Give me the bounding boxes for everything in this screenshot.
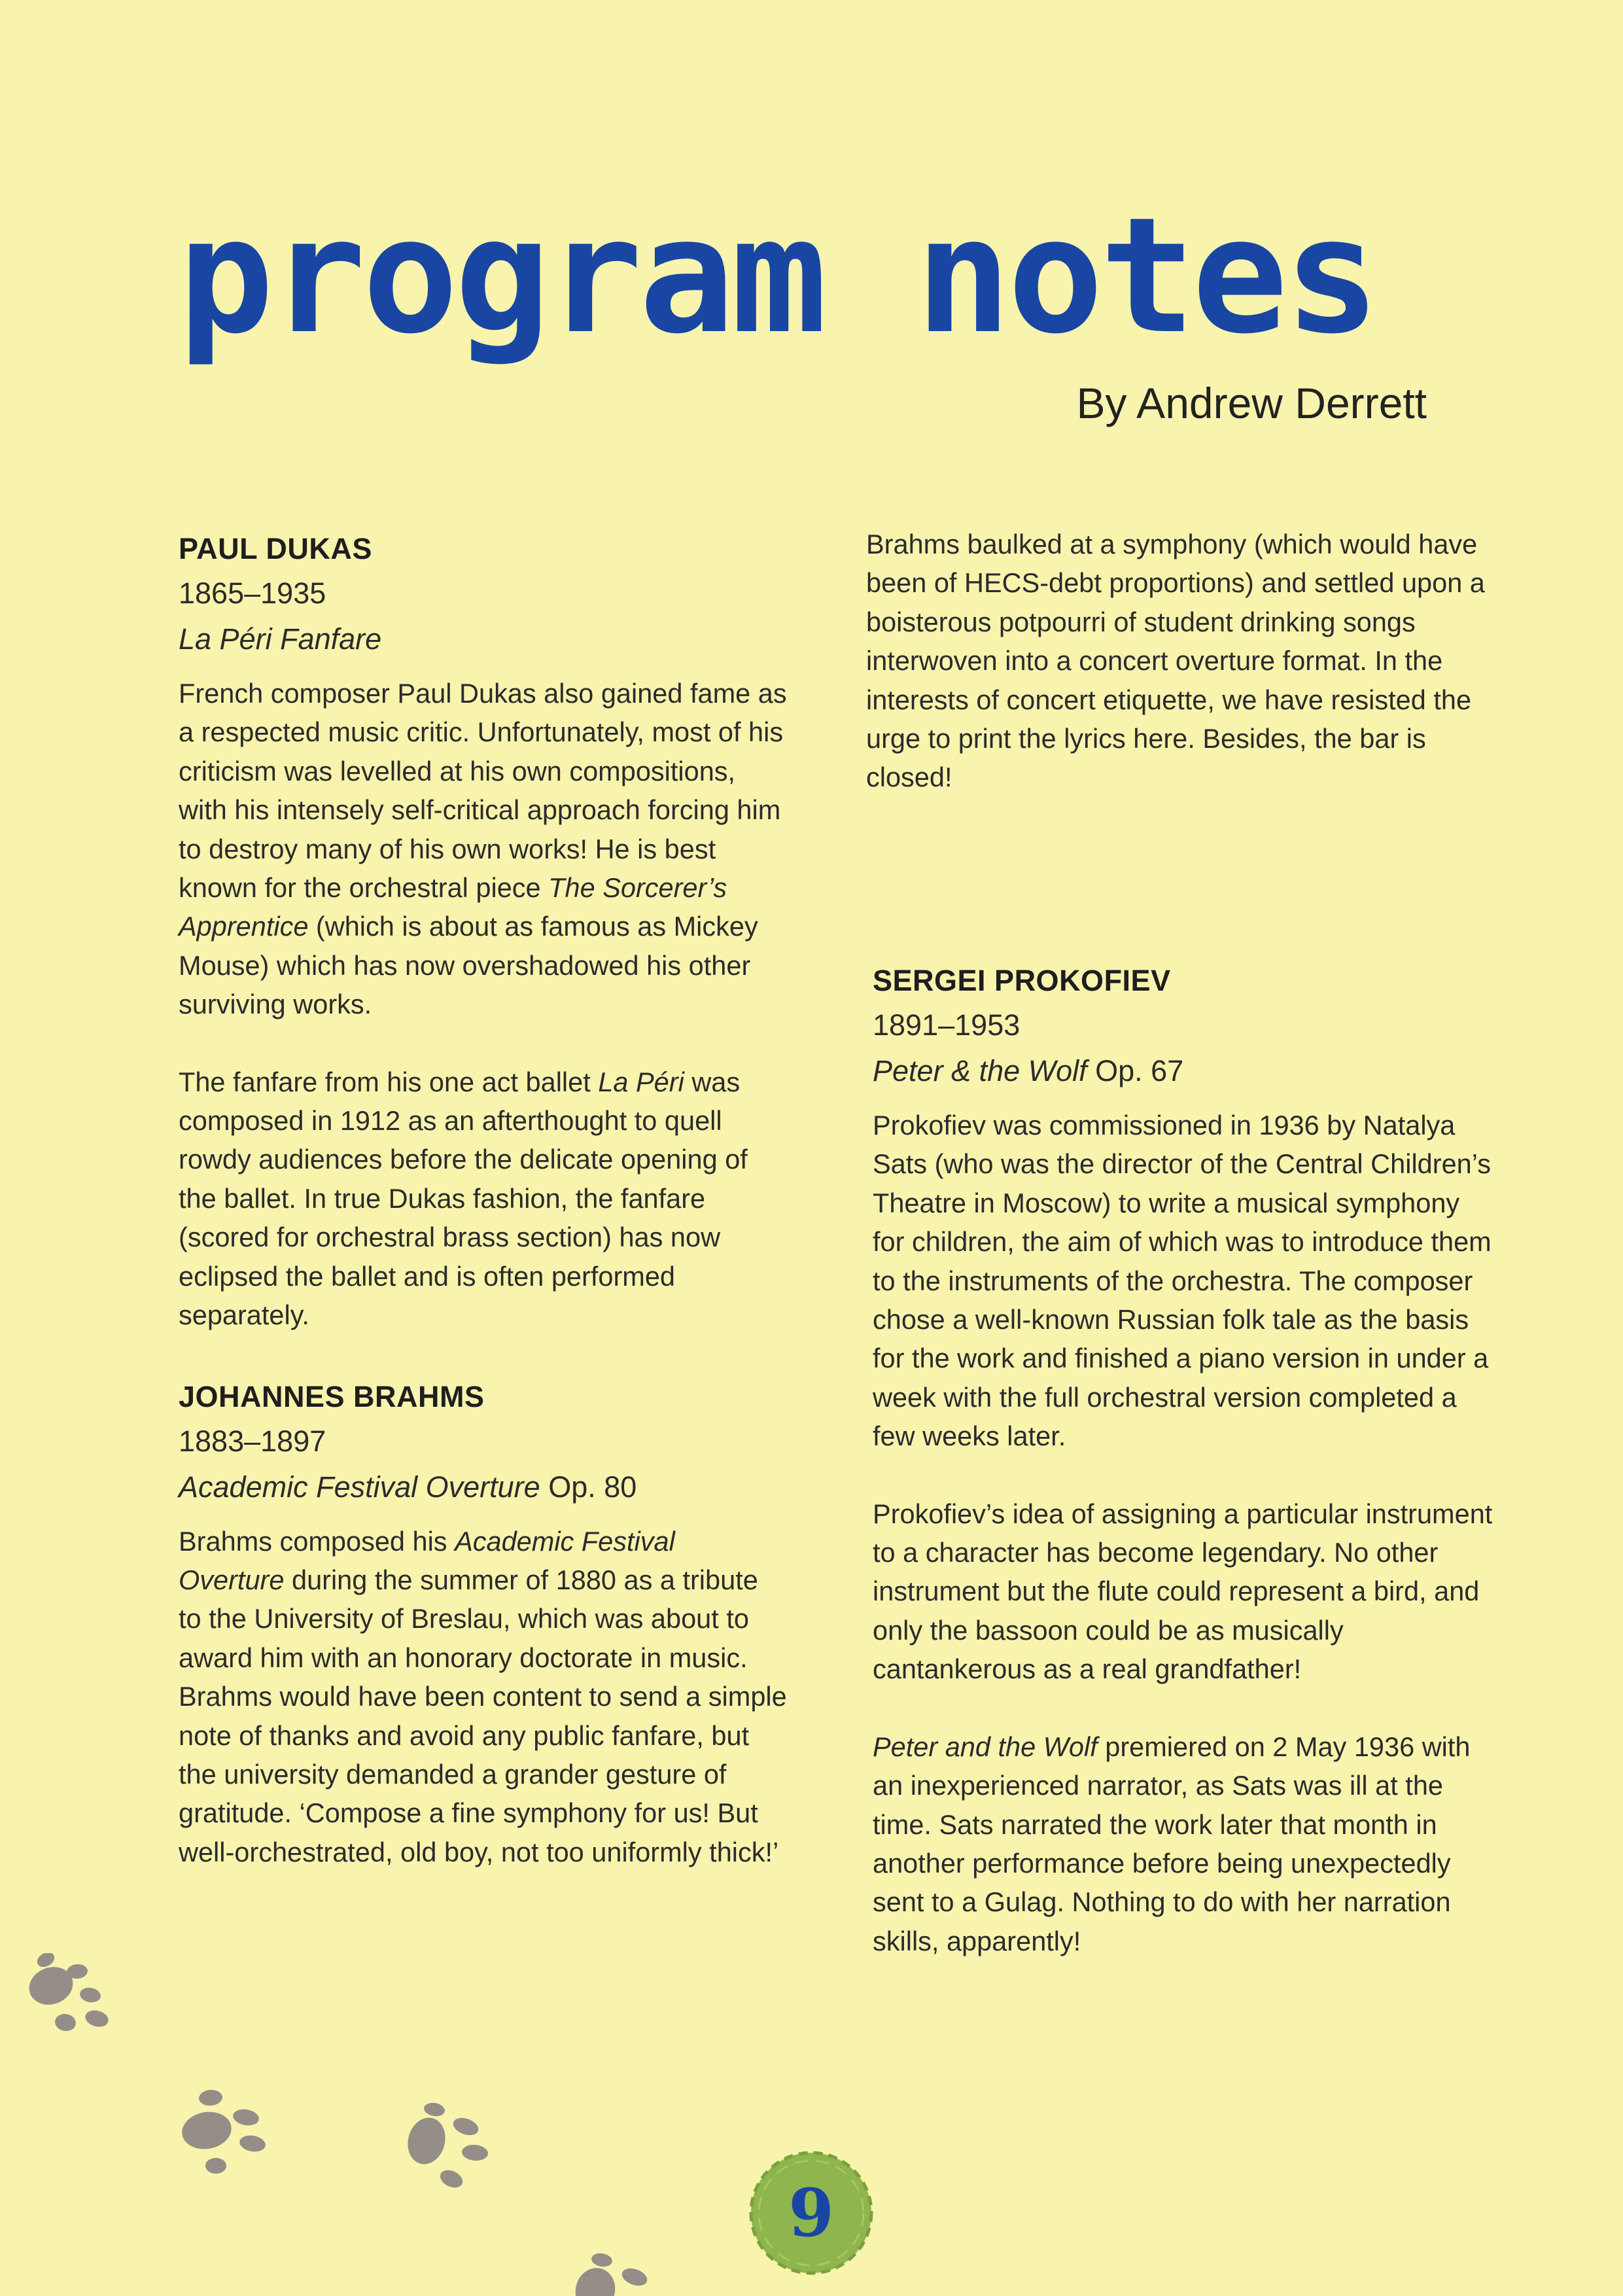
paw-print-icon bbox=[166, 2087, 277, 2185]
dukas-paragraph-2 bbox=[179, 1063, 787, 1335]
work-title-prokofiev-text: Peter & the Wolf bbox=[873, 1054, 1087, 1087]
paw-print-icon bbox=[12, 1953, 116, 2051]
prokofiev-paragraph-2 bbox=[873, 1494, 1497, 1689]
page-number: 9 bbox=[788, 2174, 834, 2252]
page-title: program notes bbox=[178, 183, 1376, 369]
text-run: Brahms baulked at a symphony (which would have been of HECS-debt proportions) and settled upon a boisterous potpourri of student drinking songs interwoven into a concert overture format. In the interests of concert etiquette, we have resisted the urge to print the lyrics here. Besides, the bar is closed! bbox=[866, 529, 1485, 793]
work-opus-brahms: Op. 80 bbox=[540, 1470, 637, 1504]
text-run: Prokofiev was commissioned in 1936 by Natalya Sats (who was the director of the Central Children’s Theatre in Moscow) to write a musical symphony for children, the aim of which was to introduce them to the instruments of the orchestra. The composer chose a well-known Russian folk tale as the basis for the work and finished a piano version in under a week with the full orchestral version completed a few weeks later. bbox=[873, 1110, 1492, 1452]
right-column bbox=[873, 959, 1497, 1960]
composer-name-dukas: PAUL DUKAS bbox=[179, 532, 372, 565]
work-title-prokofiev bbox=[873, 1048, 1497, 1094]
italic-title-run: The Sorcerer’s Apprentice bbox=[179, 872, 727, 942]
composer-name-prokofiev: SERGEI PROKOFIEV bbox=[873, 964, 1171, 997]
prokofiev-paragraph-3 bbox=[873, 1727, 1497, 1960]
paw-print-icon bbox=[394, 2102, 498, 2200]
paw-print-icon bbox=[564, 2251, 669, 2296]
composer-dates-brahms: 1883–1897 bbox=[179, 1424, 326, 1458]
brahms-paragraph-2 bbox=[866, 525, 1491, 797]
work-opus-prokofiev: Op. 67 bbox=[1087, 1054, 1184, 1087]
work-title-brahms-text: Academic Festival Overture bbox=[179, 1470, 540, 1504]
italic-title-run: Academic Festival Overture bbox=[179, 1525, 675, 1595]
text-run: was composed in 1912 as an afterthought to quell rowdy audiences before the delicate opening of the ballet. In true Dukas fashion, the fanfare (scored for orchestral brass section) has now eclipsed the ballet and is often performed separately. bbox=[179, 1066, 748, 1331]
text-run: French composer Paul Dukas also gained fame as a respected music critic. Unfortunately, most of his criticism was levelled at his own compositions, with his intensely self-critical approach forcing him to destroy many of his own works! He is best known for the orchestral piece bbox=[179, 678, 787, 904]
page-number-badge bbox=[747, 2149, 875, 2277]
text-run: Prokofiev’s idea of assigning a particular instrument to a character has become legendary. No other instrument but the flute could represent a bird, and only the bassoon could be as musically cantankerous as a real grandfather! bbox=[873, 1498, 1493, 1685]
prokofiev-paragraph-1 bbox=[873, 1106, 1497, 1456]
brahms-paragraph-1 bbox=[179, 1522, 787, 1872]
work-title-brahms bbox=[179, 1464, 787, 1510]
right-column-continuation bbox=[866, 525, 1491, 797]
italic-title-run: Peter and the Wolf bbox=[873, 1731, 1098, 1762]
left-column bbox=[179, 527, 787, 1871]
dukas-paragraph-1 bbox=[179, 674, 787, 1024]
text-run: The fanfare from his one act ballet bbox=[179, 1066, 599, 1097]
work-title-dukas bbox=[179, 616, 787, 662]
text-run: during the summer of 1880 as a tribute to the University of Breslau, which was about to award him with an honorary doctorate in music. Brahms would have been content to send a simple note of thanks and avoid any public fanfare, but the university demanded a grander gesture of gratitude. ‘Compose a fine symphony for us! But well-orchestrated, old boy, not too uniformly thick!’ bbox=[179, 1564, 787, 1867]
italic-title-run: La Péri bbox=[598, 1066, 684, 1097]
composer-dates-dukas: 1865–1935 bbox=[179, 576, 326, 610]
byline: By Andrew Derrett bbox=[1076, 379, 1427, 427]
text-run: premiered on 2 May 1936 with an inexperienced narrator, as Sats was ill at the time. Sats narrated the work later that month in another performance before being unexpectedly sent to a Gulag. Nothing to do with her narration skills, apparently! bbox=[873, 1731, 1471, 1956]
work-title-dukas-text: La Péri Fanfare bbox=[179, 622, 382, 656]
text-run: Brahms composed his bbox=[179, 1525, 455, 1557]
composer-dates-prokofiev: 1891–1953 bbox=[873, 1008, 1021, 1042]
text-run: (which is about as famous as Mickey Mouse) which has now overshadowed his other surviving works. bbox=[179, 911, 758, 1020]
composer-name-brahms: JOHANNES BRAHMS bbox=[179, 1379, 485, 1413]
